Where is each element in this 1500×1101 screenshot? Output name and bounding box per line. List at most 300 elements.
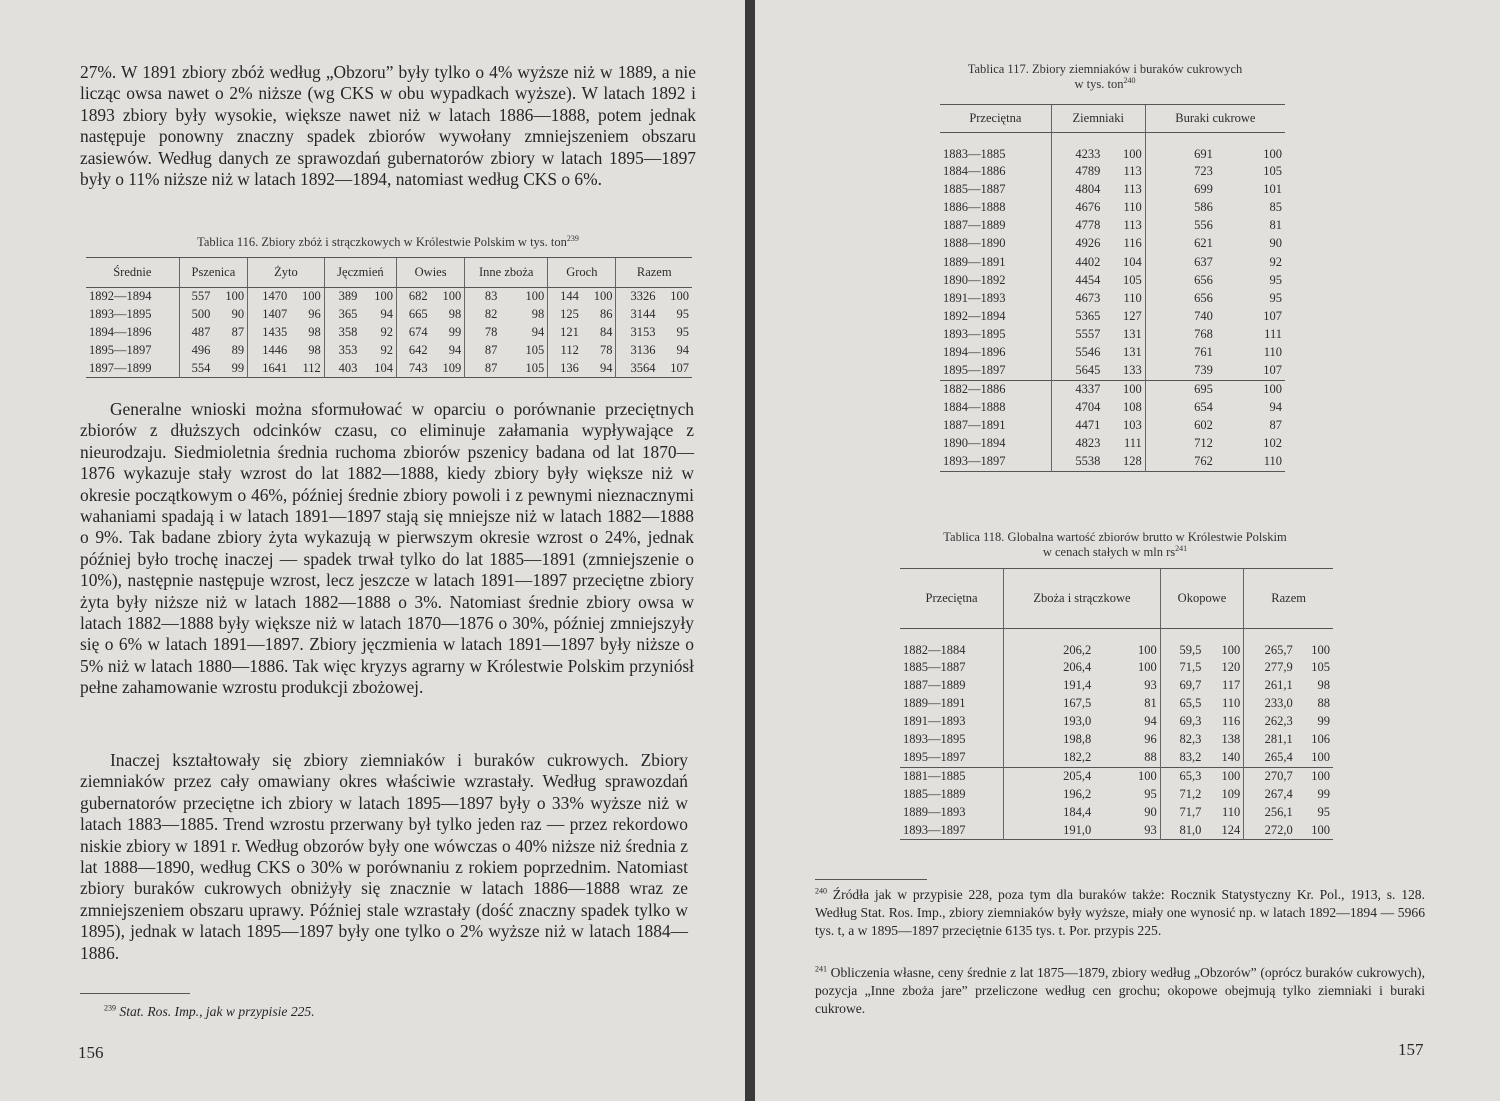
table-cell: 365 <box>324 306 360 324</box>
table-cell: 500 <box>179 306 213 324</box>
row-label: 1885—1887 <box>943 181 1006 196</box>
row-label: 1885—1887 <box>903 659 966 674</box>
table-cell: 85 <box>1269 199 1282 214</box>
row-label: 1893—1895 <box>943 327 1006 342</box>
table-117-caption: Tablica 117. Zbiory ziemniaków i buraków cukrowych w tys. ton$^{240}$ <box>967 62 1243 91</box>
table-cell: 95 <box>1269 272 1282 287</box>
table-118-caption: Tablica 118. Globalna wartość zbiorów brutto w Królestwie Polskim w cenach stałych w mln $rs^{241}$ <box>943 530 1287 559</box>
table-cell: 167,5 <box>1004 694 1095 712</box>
row-label: 1894—1896 <box>943 345 1006 360</box>
table-cell: 3564 <box>616 360 659 378</box>
table-cell: 198,8 <box>1004 731 1095 749</box>
table-cell: 94 <box>448 343 462 357</box>
table-cell: 682 <box>397 288 431 306</box>
paragraph-2: Generalne wnioski można sformułować w oparciu o porównanie przeciętnych zbiorów z dłuższych odcinków czasu, co eliminuje załamania wypływające z nieurodzaju. Siedmioletnia średnia ruchoma zbiorów pszenicy badana od lat 1870—1876 wykazuje stały wzrost do lat 1882—1888, kiedy zbiory były większe niż w okresie początkowym o 46%, później średnie zbiory powoli i z pewnymi nieznacznymi wahaniami spadają i w latach 1891—1897 stają się mniejsze niż w latach 1882—1888 o 9%. Tak badane zbiory żyta wykazują w pierwszym okresie wzrost o 24%, jednak później było trochę inaczej — spadek trwał tylko do lat 1885—1891 (zmniejszenie o 10%), następnie następuje wzrost, lecz jeszcze w latach 1891—1897 przeciętne zbiory żyta były niższe niż w latach 1882—1888 o 3%. Natomiast średnie zbiory owsa w latach 1882—1888 były większe niż w latach 1870—1876 o 30%, później zmniejszyły się o 6% w latach 1891—1897. Zbiory jęczmienia w latach 1891—1897 były niższe o 5% niż w latach 1880—1886. Tak więc kryzys agrarny w Królestwie Polskim przyniósł pełne zahamowanie wzrostu produkcji zbożowej. <box>80 399 694 698</box>
table-cell: 107 <box>1263 309 1282 324</box>
table-row <box>940 344 1285 362</box>
table-cell: 206,2 <box>1004 629 1095 659</box>
table-cell: 116 <box>1123 236 1142 251</box>
page-number: 156 <box>78 1043 104 1062</box>
row-label: 1890—1892 <box>943 272 1006 287</box>
table-cell: 196,2 <box>1004 785 1095 803</box>
table-cell: 90 <box>231 307 245 321</box>
table-cell: 270,7 <box>1244 767 1296 785</box>
table-cell: 743 <box>397 360 431 378</box>
row-label: 1890—1894 <box>943 436 1006 451</box>
table-cell: 110 <box>1221 695 1241 710</box>
table-116-caption: Tablica 116. Zbiory zbóż i strączkowych w Królestwie Polskim w tys. ton$^{239}$ <box>197 233 579 249</box>
table-cell: 674 <box>397 324 431 342</box>
row-label: 1893—1897 <box>943 454 1006 469</box>
table-cell: 65,3 <box>1160 767 1204 785</box>
table-cell: 487 <box>179 324 213 342</box>
table-cell: 87 <box>465 342 501 360</box>
table-row <box>900 731 1333 749</box>
table-row <box>940 453 1285 471</box>
row-label: 1889—1893 <box>903 805 966 820</box>
table-cell: 272,0 <box>1244 822 1296 840</box>
table-cell: 94 <box>1269 400 1282 415</box>
table-cell: 586 <box>1145 198 1216 216</box>
table-cell: 261,1 <box>1244 676 1296 694</box>
table-cell: 4673 <box>1051 289 1103 307</box>
table-cell: 4804 <box>1051 180 1103 198</box>
row-label: 1893—1895 <box>89 307 152 321</box>
table-cell: 113 <box>1123 163 1142 178</box>
table-cell: 100 <box>1103 380 1145 398</box>
table-cell: 59,5 <box>1160 629 1204 659</box>
table-cell: 1407 <box>248 306 291 324</box>
table-cell: 100 <box>1221 643 1241 657</box>
table-cell: 107 <box>1263 363 1282 378</box>
table-cell: 110 <box>1263 454 1282 469</box>
table-cell: 113 <box>1123 181 1142 196</box>
table-cell: 98 <box>1317 677 1330 692</box>
table-row <box>940 326 1285 344</box>
table-cell: 654 <box>1145 398 1216 416</box>
paragraph-3: Inaczej kształtowały się zbiory ziemniaków i buraków cukrowych. Zbiory ziemniaków przez cały omawiany okres właściwie wzrastały. Według sprawozdań gubernatorów przeciętne ich zbiory w latach 1895—1897 były o 33% wyższe niż w latach 1883—1885. Trend wzrostu przerwany był tylko jeden raz — przez rekordowo niskie zbiory w 1891 r. Według obzorów były one wówczas o 40% niższe niż średnia z lat 1888—1890, według CKS o 30% w porównaniu z rokiem poprzednim. Natomiast zbiory buraków cukrowych obniżyły się znacznie w latach 1886—1888 wraz ze zmniejszeniem obszaru uprawy. Później stale wzrastały (dość znaczny spadek tylko w 1895), jednak w latach 1895—1897 były one tylko o 2% wyższe niż w latach 1884—1886. <box>80 750 688 963</box>
table-cell: 5365 <box>1051 308 1103 326</box>
table-cell: 69,7 <box>1160 676 1204 694</box>
table-cell: 1446 <box>248 342 291 360</box>
table-cell: 93 <box>1144 823 1157 838</box>
table-cell: 124 <box>1221 823 1241 838</box>
table-cell: 191,4 <box>1004 676 1095 694</box>
table-row <box>900 767 1333 785</box>
row-label: 1891—1893 <box>943 290 1006 305</box>
column-header: Ziemniaki <box>1051 105 1145 133</box>
table-cell: 103 <box>1123 418 1142 433</box>
table-cell: 131 <box>1123 345 1142 360</box>
table-cell: 105 <box>1263 163 1282 178</box>
table-row <box>900 749 1333 767</box>
table-cell: 556 <box>1145 217 1216 235</box>
paragraph-1: 27%. W 1891 zbiory zbóż według „Obzoru” były tylko o 4% wyższe niż w 1889, a nie licząc owsa nawet o 2% niższe (wg CKS w obu wypadkach wyższe). W latach 1892 i 1893 zbiory były wysokie, większe nawet niż w latach 1886—1888, potem jednak następuje ponowny znaczny spadek zbiorów wywołany zmniejszeniem obszaru zasiewów. Według danych ze sprawozdań gubernatorów zbiory w latach 1895—1897 były o 11% niższe niż w latach 1892—1894, natomiast według CKS o 6%. <box>80 62 696 190</box>
row-label: 1895—1897 <box>903 750 966 765</box>
table-cell: 65,5 <box>1160 694 1204 712</box>
table-cell: 98 <box>308 343 321 357</box>
table-cell: 107 <box>670 360 689 375</box>
table-cell: 104 <box>374 360 394 375</box>
table-cell: 4471 <box>1051 417 1103 435</box>
table-row <box>940 362 1285 380</box>
table-cell: 101 <box>1263 181 1282 196</box>
table-cell: 100 <box>1123 147 1142 161</box>
column-header: Okopowe <box>1160 569 1244 629</box>
table-cell: 557 <box>179 288 213 306</box>
table-row <box>940 380 1285 398</box>
row-label: 1887—1889 <box>943 218 1006 233</box>
table-cell: 110 <box>1123 290 1142 305</box>
table-cell: 100 <box>1094 767 1160 785</box>
table-cell: 3136 <box>616 342 659 360</box>
table-cell: 90 <box>1144 805 1157 820</box>
table-row <box>940 198 1285 216</box>
table-cell: 358 <box>324 324 360 342</box>
row-label: 1882—1886 <box>940 380 1051 398</box>
table-cell: 102 <box>1263 436 1282 451</box>
table-cell: 96 <box>1144 732 1157 747</box>
table-row <box>940 271 1285 289</box>
table-cell: 277,9 <box>1244 658 1296 676</box>
table-cell: 403 <box>324 360 360 378</box>
table-cell: 4454 <box>1051 271 1103 289</box>
table-row <box>86 288 692 306</box>
table-cell: 4704 <box>1051 398 1103 416</box>
table-cell: 94 <box>1144 714 1157 729</box>
table-cell: 98 <box>531 307 545 321</box>
row-label: 1887—1891 <box>943 418 1006 433</box>
table-cell: 112 <box>302 360 321 375</box>
page-number: 157 <box>1398 1040 1424 1059</box>
table-cell: 144 <box>548 288 582 306</box>
table-cell: 94 <box>599 360 613 375</box>
table-cell: 104 <box>1123 254 1142 269</box>
table-cell: 4233 <box>1051 133 1103 163</box>
footnote-239: $^{239}$ Stat. Ros. Imp., jak w przypisie 225. <box>104 1003 315 1019</box>
table-row <box>940 217 1285 235</box>
table-cell: 88 <box>1144 750 1157 765</box>
table-cell: 100 <box>1216 380 1285 398</box>
row-label: 1889—1891 <box>943 254 1006 269</box>
row-label: 1884—1886 <box>943 163 1006 178</box>
table-cell: 182,2 <box>1004 749 1095 767</box>
row-label: 1897—1899 <box>89 360 152 375</box>
row-label: 1887—1889 <box>903 677 966 692</box>
table-cell: 637 <box>1145 253 1216 271</box>
table-cell: 138 <box>1221 732 1241 747</box>
table-cell: 712 <box>1145 435 1216 453</box>
table-cell: 4926 <box>1051 235 1103 253</box>
table-row <box>900 676 1333 694</box>
table-cell: 554 <box>179 360 213 378</box>
table-cell: 4676 <box>1051 198 1103 216</box>
table-row <box>940 162 1285 180</box>
left-page <box>0 0 745 1101</box>
table-cell: 136 <box>548 360 582 378</box>
table-cell: 117 <box>1221 677 1241 692</box>
table-cell: 1470 <box>248 288 291 306</box>
table-cell: 82 <box>465 306 501 324</box>
table-cell: 100 <box>1311 750 1330 765</box>
table-cell: 105 <box>525 343 545 357</box>
table-cell: 100 <box>1263 147 1282 161</box>
column-header: Przeciętna <box>900 569 1004 629</box>
table-cell: 184,4 <box>1004 804 1095 822</box>
table-cell: 140 <box>1221 750 1241 765</box>
table-cell: 78 <box>599 343 613 357</box>
table-cell: 642 <box>397 342 431 360</box>
table-cell: 691 <box>1145 133 1216 163</box>
footnote-rule <box>815 879 927 880</box>
table-cell: 1435 <box>248 324 291 342</box>
table-117 <box>940 104 1285 472</box>
table-cell: 108 <box>1123 400 1142 415</box>
table-cell: 96 <box>308 307 321 321</box>
table-cell: 262,3 <box>1244 713 1296 731</box>
table-cell: 105 <box>1123 272 1142 287</box>
table-cell: 82,3 <box>1160 731 1204 749</box>
table-row <box>900 629 1333 659</box>
table-cell: 125 <box>548 306 582 324</box>
column-header: Żyto <box>248 258 325 288</box>
right-page <box>755 0 1500 1101</box>
table-cell: 94 <box>380 307 394 321</box>
table-cell: 95 <box>676 325 689 339</box>
table-cell: 205,4 <box>1004 767 1095 785</box>
row-label: 1893—1897 <box>903 823 966 838</box>
table-row <box>940 289 1285 307</box>
row-label: 1895—1897 <box>943 363 1006 378</box>
table-cell: 4789 <box>1051 162 1103 180</box>
column-header: Jęczmień <box>324 258 396 288</box>
table-cell: 116 <box>1221 714 1241 729</box>
table-cell: 92 <box>380 325 394 339</box>
table-cell: 739 <box>1145 362 1216 380</box>
row-label: 1893—1895 <box>903 732 966 747</box>
table-cell: 99 <box>1317 714 1330 729</box>
row-label: 1882—1884 <box>903 643 966 657</box>
table-cell: 267,4 <box>1244 785 1296 803</box>
table-cell: 89 <box>231 343 245 357</box>
table-cell: 353 <box>324 342 360 360</box>
table-cell: 95 <box>1144 786 1157 801</box>
column-header: Średnie <box>86 258 179 288</box>
column-header: Razem <box>616 258 692 288</box>
table-cell: 4778 <box>1051 217 1103 235</box>
row-label: 1886—1888 <box>943 199 1006 214</box>
table-cell: 110 <box>1123 199 1142 214</box>
table-cell: 92 <box>1269 254 1282 269</box>
table-cell: 256,1 <box>1244 804 1296 822</box>
table-cell: 95 <box>676 307 689 321</box>
table-cell: 4402 <box>1051 253 1103 271</box>
table-cell: 86 <box>599 307 613 321</box>
table-cell: 5557 <box>1051 326 1103 344</box>
footnote-241: $^{241}$ Obliczenia własne, ceny średnie z lat 1875—1879, zbiory według „Obzorów” (oprócz buraków cukrowych), pozycja „Inne zboża jare” przeliczone według cen grochu; okopowe obejmują tylko ziemniaki i buraki cukrowe. <box>815 964 1425 1016</box>
row-label: 1891—1893 <box>903 714 966 729</box>
table-cell: 699 <box>1145 180 1216 198</box>
table-row <box>900 822 1333 840</box>
row-label: 1894—1896 <box>89 325 152 339</box>
table-cell: 78 <box>465 324 501 342</box>
table-cell: 206,4 <box>1004 658 1095 676</box>
table-cell: 695 <box>1145 380 1216 398</box>
table-cell: 71,2 <box>1160 785 1204 803</box>
table-cell: 656 <box>1145 271 1216 289</box>
table-cell: 105 <box>525 360 545 375</box>
table-cell: 90 <box>1269 236 1282 251</box>
table-cell: 665 <box>397 306 431 324</box>
table-row <box>940 308 1285 326</box>
table-cell: 100 <box>670 289 689 304</box>
table-cell: 761 <box>1145 344 1216 362</box>
table-cell: 100 <box>525 289 545 304</box>
table-row <box>940 235 1285 253</box>
table-cell: 265,4 <box>1244 749 1296 767</box>
row-label: 1881—1885 <box>900 767 1004 785</box>
column-header: Zboża i strączkowe <box>1004 569 1161 629</box>
table-cell: 5645 <box>1051 362 1103 380</box>
table-row <box>940 253 1285 271</box>
table-cell: 100 <box>1137 659 1157 674</box>
table-cell: 71,7 <box>1160 804 1204 822</box>
table-118 <box>900 568 1333 840</box>
table-cell: 100 <box>1137 643 1157 657</box>
column-header: Inne zboża <box>465 258 548 288</box>
row-label: 1883—1885 <box>943 147 1006 161</box>
column-header: Pszenica <box>179 258 248 288</box>
table-cell: 265,7 <box>1244 629 1296 659</box>
table-cell: 3326 <box>616 288 659 306</box>
table-cell: 100 <box>225 289 245 304</box>
table-cell: 69,3 <box>1160 713 1204 731</box>
table-cell: 3153 <box>616 324 659 342</box>
table-cell: 110 <box>1221 805 1241 820</box>
table-cell: 100 <box>442 289 462 304</box>
table-cell: 81 <box>1269 218 1282 233</box>
row-label: 1888—1890 <box>943 236 1006 251</box>
table-row <box>86 306 692 324</box>
table-cell: 83 <box>465 288 501 306</box>
table-cell: 5546 <box>1051 344 1103 362</box>
table-cell: 621 <box>1145 235 1216 253</box>
table-cell: 4337 <box>1051 380 1103 398</box>
table-cell: 100 <box>593 289 613 304</box>
table-cell: 1641 <box>248 360 291 378</box>
table-cell: 191,0 <box>1004 822 1095 840</box>
table-cell: 87 <box>1269 418 1282 433</box>
row-label: 1884—1888 <box>943 400 1006 415</box>
table-cell: 120 <box>1221 659 1241 674</box>
table-cell: 83,2 <box>1160 749 1204 767</box>
table-cell: 233,0 <box>1244 694 1296 712</box>
table-cell: 105 <box>1311 659 1330 674</box>
table-cell: 740 <box>1145 308 1216 326</box>
table-row <box>86 324 692 342</box>
table-cell: 111 <box>1264 327 1282 342</box>
table-cell: 98 <box>448 307 462 321</box>
table-row <box>940 417 1285 435</box>
table-cell: 5538 <box>1051 453 1103 471</box>
row-label: 1885—1889 <box>903 786 966 801</box>
table-row <box>940 180 1285 198</box>
column-header: Razem <box>1244 569 1333 629</box>
table-row <box>940 398 1285 416</box>
table-cell: 133 <box>1123 363 1142 378</box>
table-row <box>940 435 1285 453</box>
table-cell: 81,0 <box>1160 822 1204 840</box>
table-cell: 99 <box>231 360 245 375</box>
column-header: Groch <box>548 258 616 288</box>
footnote-rule <box>80 993 190 994</box>
table-row <box>900 804 1333 822</box>
table-row <box>900 713 1333 731</box>
table-cell: 100 <box>1311 643 1330 657</box>
row-label: 1889—1891 <box>903 695 966 710</box>
table-row <box>86 342 692 360</box>
table-cell: 110 <box>1263 345 1282 360</box>
table-cell: 81 <box>1144 695 1157 710</box>
table-cell: 100 <box>1296 767 1333 785</box>
table-cell: 121 <box>548 324 582 342</box>
table-cell: 281,1 <box>1244 731 1296 749</box>
table-row <box>900 694 1333 712</box>
table-cell: 656 <box>1145 289 1216 307</box>
table-cell: 496 <box>179 342 213 360</box>
column-header: Owies <box>397 258 465 288</box>
table-cell: 94 <box>531 325 545 339</box>
table-cell: 95 <box>1317 805 1330 820</box>
table-cell: 128 <box>1123 454 1142 469</box>
table-cell: 723 <box>1145 162 1216 180</box>
table-cell: 112 <box>548 342 582 360</box>
table-cell: 109 <box>1221 786 1241 801</box>
table-cell: 71,5 <box>1160 658 1204 676</box>
row-label: 1895—1897 <box>89 343 152 357</box>
table-cell: 762 <box>1145 453 1216 471</box>
table-cell: 88 <box>1317 695 1330 710</box>
table-cell: 92 <box>380 343 394 357</box>
table-cell: 100 <box>302 289 321 304</box>
table-cell: 100 <box>1204 767 1243 785</box>
table-cell: 100 <box>1311 823 1330 838</box>
table-cell: 127 <box>1123 309 1142 324</box>
table-cell: 99 <box>1317 786 1330 801</box>
table-cell: 95 <box>1269 290 1282 305</box>
table-cell: 87 <box>465 360 501 378</box>
table-cell: 94 <box>676 343 689 357</box>
footnote-240: $^{240}$ Źródła jak w przypisie 228, poza tym dla buraków także: Rocznik Statystyczny Kr. Pol., 1913, s. 128. Według Stat. Ros. Imp., zbiory ziemniaków były wyższe, miały one wynosić np. w latach 1892—1894 — 5966 tys. t, a w 1895—1897 przeciętnie 6135 tys. t. Por. przypis 225. <box>815 886 1425 938</box>
table-cell: 106 <box>1311 732 1330 747</box>
row-label: 1892—1894 <box>943 309 1006 324</box>
table-cell: 98 <box>308 325 321 339</box>
column-header: Przeciętna <box>940 105 1051 133</box>
table-cell: 87 <box>231 325 245 339</box>
table-cell: 93 <box>1144 677 1157 692</box>
table-row <box>86 360 692 378</box>
table-cell: 3144 <box>616 306 659 324</box>
table-cell: 84 <box>599 325 613 339</box>
table-cell: 131 <box>1123 327 1142 342</box>
table-cell: 768 <box>1145 326 1216 344</box>
table-row <box>940 133 1285 163</box>
table-116 <box>86 257 692 378</box>
table-cell: 100 <box>374 289 394 304</box>
table-cell: 111 <box>1123 436 1142 451</box>
table-row <box>900 785 1333 803</box>
table-cell: 109 <box>442 360 462 375</box>
